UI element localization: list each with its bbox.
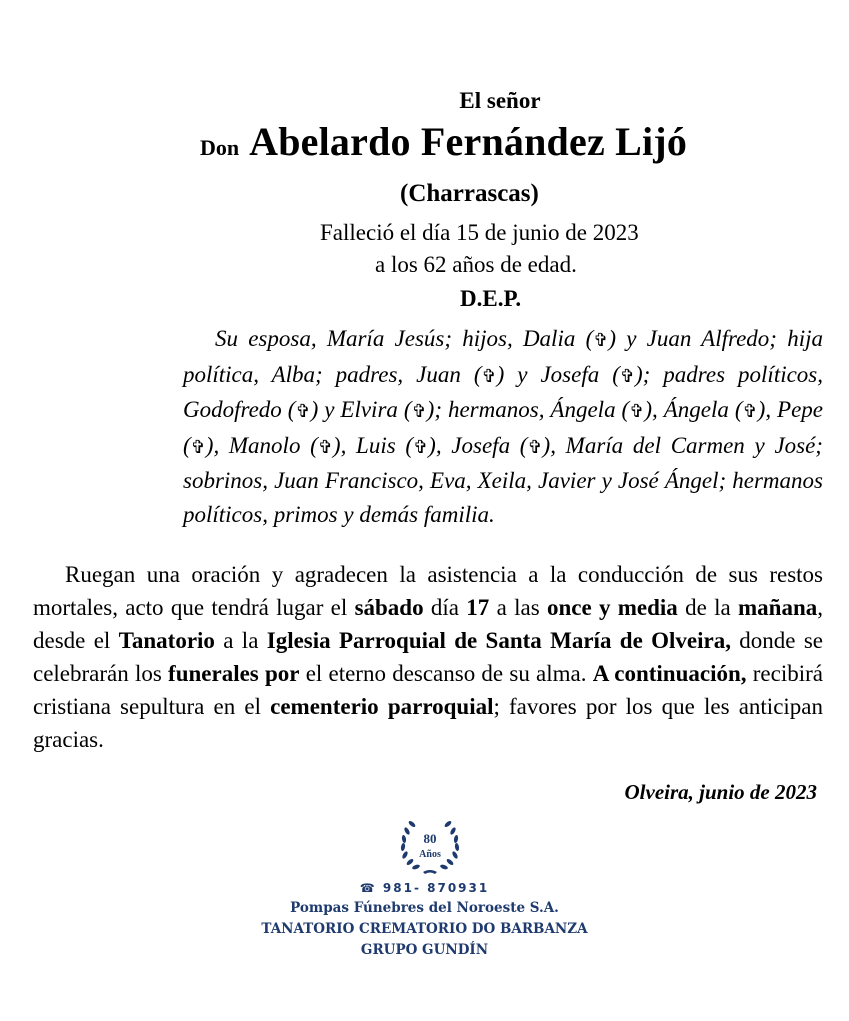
pre-title: El señor [459,88,541,113]
deceased-name: Abelardo Fernández Lijó [249,119,688,164]
dep-text: D.E.P. [460,286,522,311]
phone-number: 981- 870931 [382,881,490,895]
firm-name: Pompas Fúnebres del Noroeste S.A. [290,900,559,916]
laurel-80-years-logo [395,815,465,877]
cross-icon: ✞ [619,365,635,386]
funeral-request-paragraph: Ruegan una oración y agradecen la asistencia a la conducción de sus restos mortales, acto que tendrá lugar el sábado día 17 a las once y media de la mañana, desde el Tanatorio a la Iglesia Parroquial de Santa María de Olveira, donde se celebrarán los funerales por el eterno descanso de su alma. A continuación, recibirá cristiana sepultura en el cementerio parroquial; favores por los que les anticipan gracias. [33,562,824,752]
cross-icon: ✞ [481,365,497,386]
cross-icon: ✞ [190,436,206,457]
cross-icon: ✞ [411,401,427,421]
place-date: Olveira, junio de 2023 [624,780,817,804]
death-date: Falleció el día 15 de junio de 2023 [320,220,639,245]
logo-word: Años [419,849,441,860]
cross-icon: ✞ [317,436,333,457]
firm-tanatorio: TANATORIO CREMATORIO DO BARBANZA [261,921,588,937]
nickname: (Charrascas) [400,180,539,207]
laurel-wreath-icon [400,820,459,874]
cross-icon: ✞ [629,401,645,421]
honorific: Don [200,135,240,160]
logo-number: 80 [423,831,437,846]
age-text: a los 62 años de edad. [375,252,577,277]
telephone-icon: ☎ [359,881,377,895]
phone-line [0,881,849,895]
cross-icon: ✞ [742,401,758,421]
firm-group: GRUPO GUNDÍN [360,942,489,958]
cross-icon: ✞ [527,436,543,457]
cross-icon: ✞ [295,401,311,421]
cross-icon: ✞ [593,330,609,350]
family-paragraph: Su esposa, María Jesús; hijos, Dalia (✞) y Juan Alfredo; hija política, Alba; padres, Juan (✞) y Josefa (✞); padres políticos, Godofredo (✞) y Elvira (✞); hermanos, Ángela (✞), Ángela (✞), Pepe (✞), Manolo (✞), Luis (✞), Josefa (✞), María del Carmen y José; sobrinos, Juan Francisco, Eva, Xeila, Javier y José Ángel; hermanos políticos, primos y demás familia. [183,326,824,527]
cross-icon: ✞ [413,436,429,457]
deceased-name-line [200,118,687,165]
